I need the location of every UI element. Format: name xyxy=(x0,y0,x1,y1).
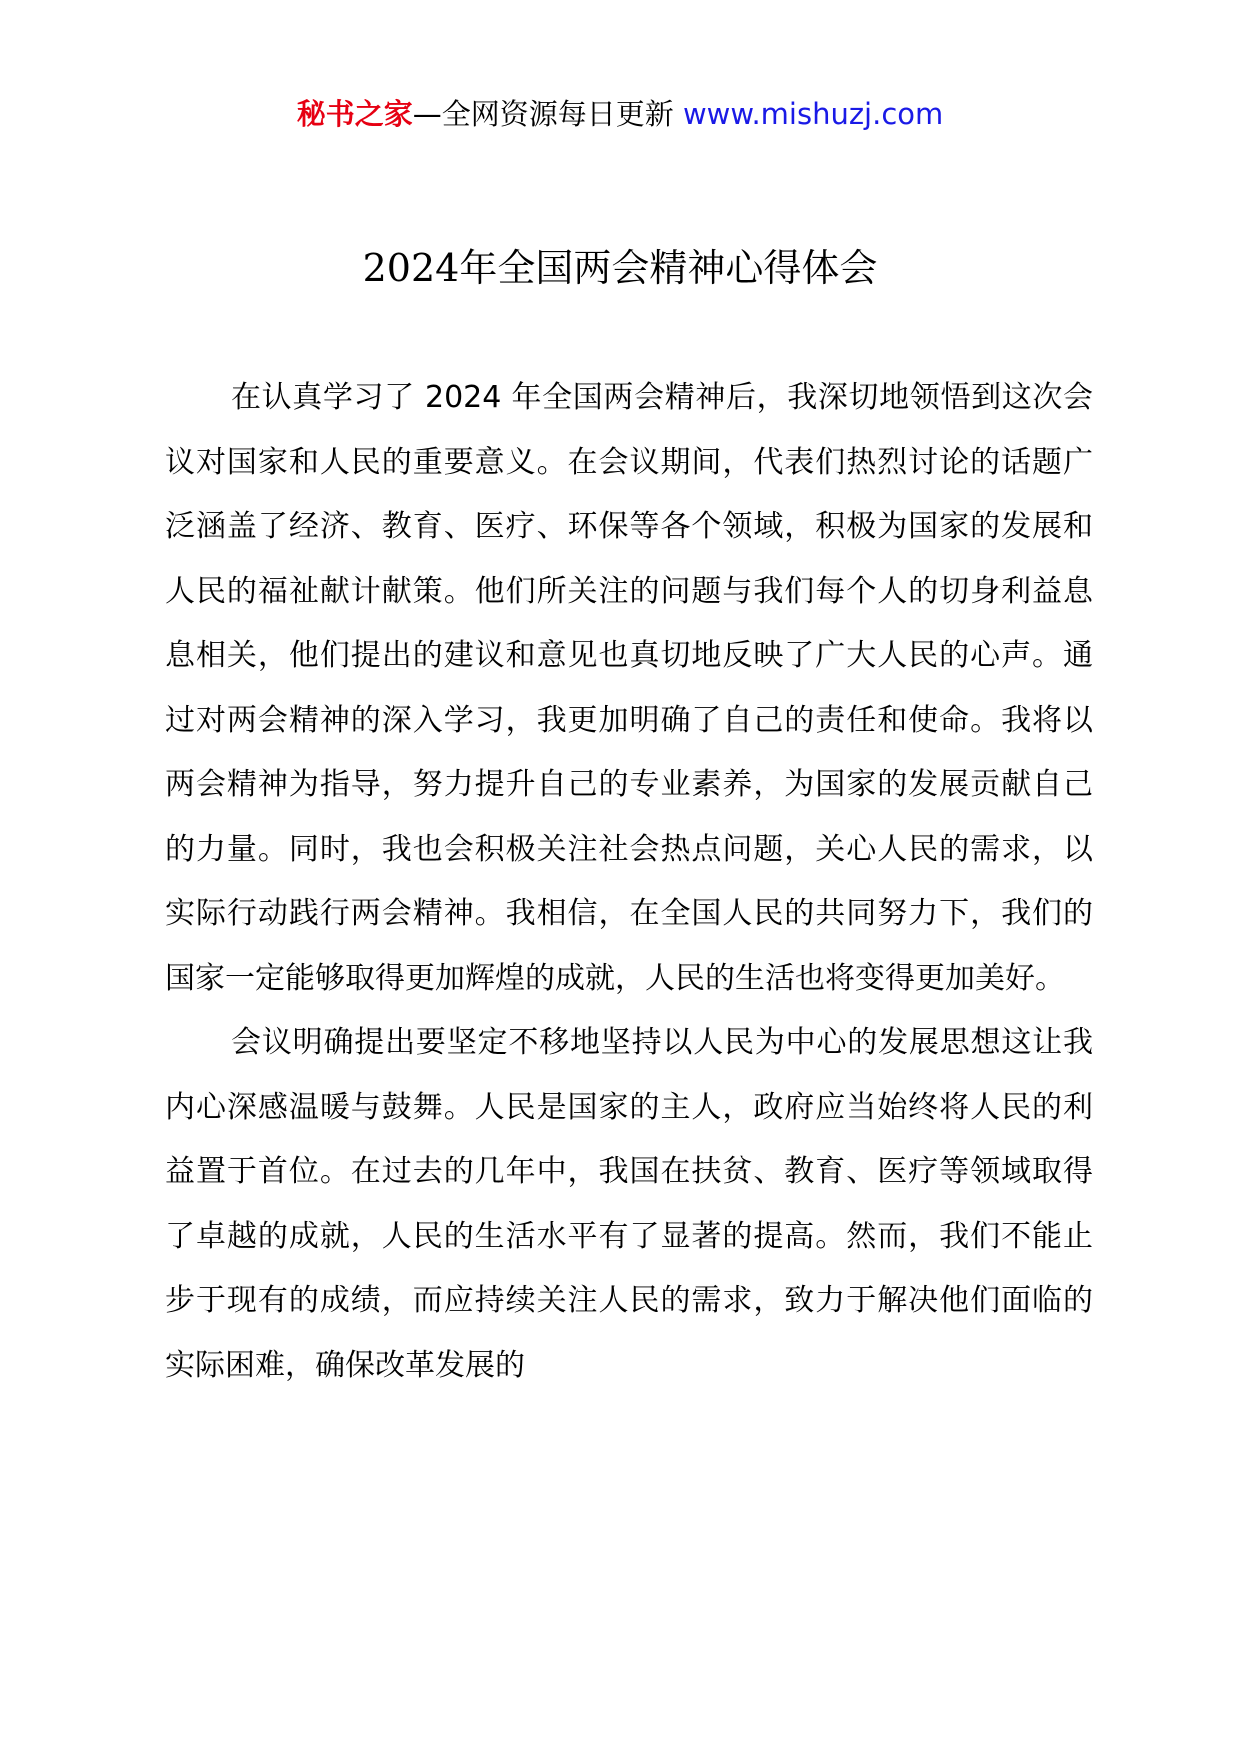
site-url-link[interactable]: www.mishuzj.com xyxy=(682,97,944,131)
document-body xyxy=(165,366,1093,1398)
title-year: 2024 xyxy=(362,246,460,290)
document-title xyxy=(0,242,1240,294)
body-paragraph-1: 在认真学习了 2024 年全国两会精神后，我深切地领悟到这次会议对国家和人民的重要意义。在会议期间，代表们热烈讨论的话题广泛涵盖了经济、教育、医疗、环保等各个领域，积极为国家的发展和人民的福祉献计献策。他们所关注的问题与我们每个人的切身利益息息相关，他们提出的建议和意见也真切地反映了广大人民的心声。通过对两会精神的深入学习，我更加明确了自己的责任和使命。我将以两会精神为指导，努力提升自己的专业素养，为国家的发展贡献自己的力量。同时，我也会积极关注社会热点问题，关心人民的需求，以实际行动践行两会精神。我相信，在全国人民的共同努力下，我们的国家一定能够取得更加辉煌的成就，人民的生活也将变得更加美好。 xyxy=(165,380,1093,996)
header-tagline: —全网资源每日更新 xyxy=(412,97,674,131)
body-paragraph-2: 会议明确提出要坚定不移地坚持以人民为中心的发展思想这让我内心深感温暖与鼓舞。人民是国家的主人，政府应当始终将人民的利益置于首位。在过去的几年中，我国在扶贫、教育、医疗等领域取得了卓越的成就，人民的生活水平有了显著的提高。然而，我们不能止步于现有的成绩，而应持续关注人民的需求，致力于解决他们面临的实际困难，确保改革发展的 xyxy=(165,1025,1093,1383)
site-header xyxy=(0,94,1240,134)
title-text: 年全国两会精神心得体会 xyxy=(459,246,878,290)
brand-name: 秘书之家 xyxy=(296,97,413,131)
